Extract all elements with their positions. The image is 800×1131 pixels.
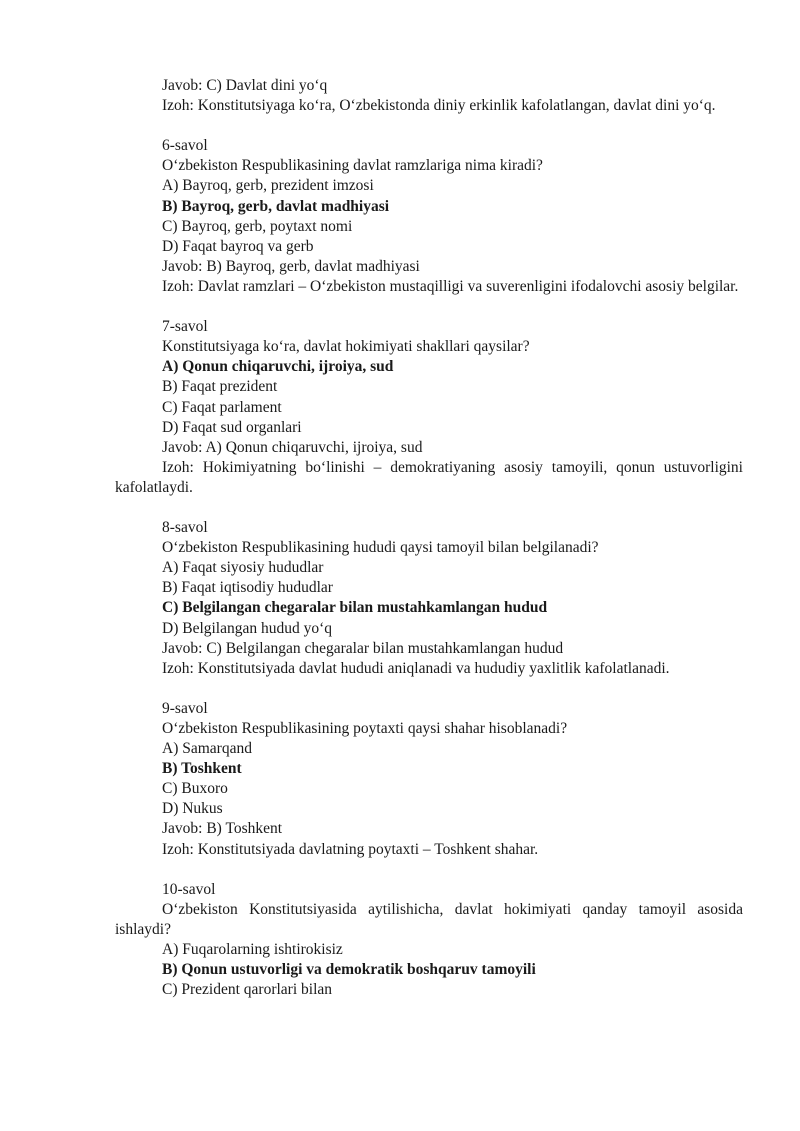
option-b-correct: B) Bayroq, gerb, davlat madhiyasi [162,197,390,215]
option-c: C) Faqat parlament [162,398,282,416]
question-8 [115,518,743,679]
option-d: D) Faqat bayroq va gerb [162,237,314,255]
option-a: A) Fuqarolarning ishtirokisiz [162,941,343,959]
option-a-correct: A) Qonun chiqaruvchi, ijroiya, sud [162,358,394,376]
option-b-correct: B) Qonun ustuvorligi va demokratik boshqaruv tamoyili [162,961,536,979]
explanation: Izoh: Hokimiyatning bo‘linishi – demokratiyaning asosiy tamoyili, qonun ustuvorligini kafolatlaydi. [115,458,743,496]
explanation: Izoh: Konstitutsiyada davlat hududi aniqlanadi va hududiy yaxlitlik kafolatlanadi. [162,659,670,677]
question-9 [115,699,743,860]
option-d: D) Faqat sud organlari [162,418,302,436]
document-page [115,76,743,1000]
question-number: 8-savol [162,519,208,537]
answer-line: Javob: A) Qonun chiqaruvchi, ijroiya, sud [162,438,423,456]
option-b-correct: B) Toshkent [162,760,242,778]
option-c: C) Bayroq, gerb, poytaxt nomi [162,217,353,235]
explanation: Izoh: Davlat ramzlari – O‘zbekiston mustaqilligi va suverenligini ifodalovchi asosiy belgilar. [162,277,739,295]
answer-line: Javob: C) Belgilangan chegaralar bilan mustahkamlangan hudud [162,639,564,657]
option-c: C) Buxoro [162,780,228,798]
question-number: 7-savol [162,318,208,336]
option-c-correct: C) Belgilangan chegaralar bilan mustahkamlangan hudud [162,599,548,617]
explanation: Izoh: Konstitutsiyada davlatning poytaxti – Toshkent shahar. [162,840,539,858]
question-6 [115,136,743,297]
question-number: 10-savol [162,880,216,898]
question-text: O‘zbekiston Respublikasining poytaxti qaysi shahar hisoblanadi? [162,720,568,737]
question-10 [115,880,743,1001]
option-a: A) Samarqand [162,740,252,758]
option-d: D) Nukus [162,800,223,818]
question-7 [115,317,743,498]
answer-line: Javob: B) Bayroq, gerb, davlat madhiyasi [162,257,420,275]
option-b: B) Faqat iqtisodiy hududlar [162,579,333,597]
option-a: A) Bayroq, gerb, prezident imzosi [162,177,374,195]
option-b: B) Faqat prezident [162,378,278,396]
question-number: 9-savol [162,699,208,717]
question-text: Konstitutsiyaga ko‘ra, davlat hokimiyati shakllari qaysilar? [162,338,530,356]
option-c: C) Prezident qarorlari bilan [162,981,333,999]
answer-line: Javob: B) Toshkent [162,820,283,838]
answer-line: Javob: C) Davlat dini yo‘q [162,77,328,94]
option-a: A) Faqat siyosiy hududlar [162,559,324,577]
explanation: Izoh: Konstitutsiyaga ko‘ra, O‘zbekistonda diniy erkinlik kafolatlangan, davlat dini yo‘q. [162,97,716,115]
question-text: O‘zbekiston Konstitutsiyasida aytilishicha, davlat hokimiyati qanday tamoyil asosida ishlaydi? [115,900,743,938]
question-number: 6-savol [162,137,208,155]
question-text: O‘zbekiston Respublikasining hududi qaysi tamoyil bilan belgilanadi? [162,539,599,557]
question-text: O‘zbekiston Respublikasining davlat ramzlariga nima kiradi? [162,157,543,175]
option-d: D) Belgilangan hudud yo‘q [162,619,333,637]
